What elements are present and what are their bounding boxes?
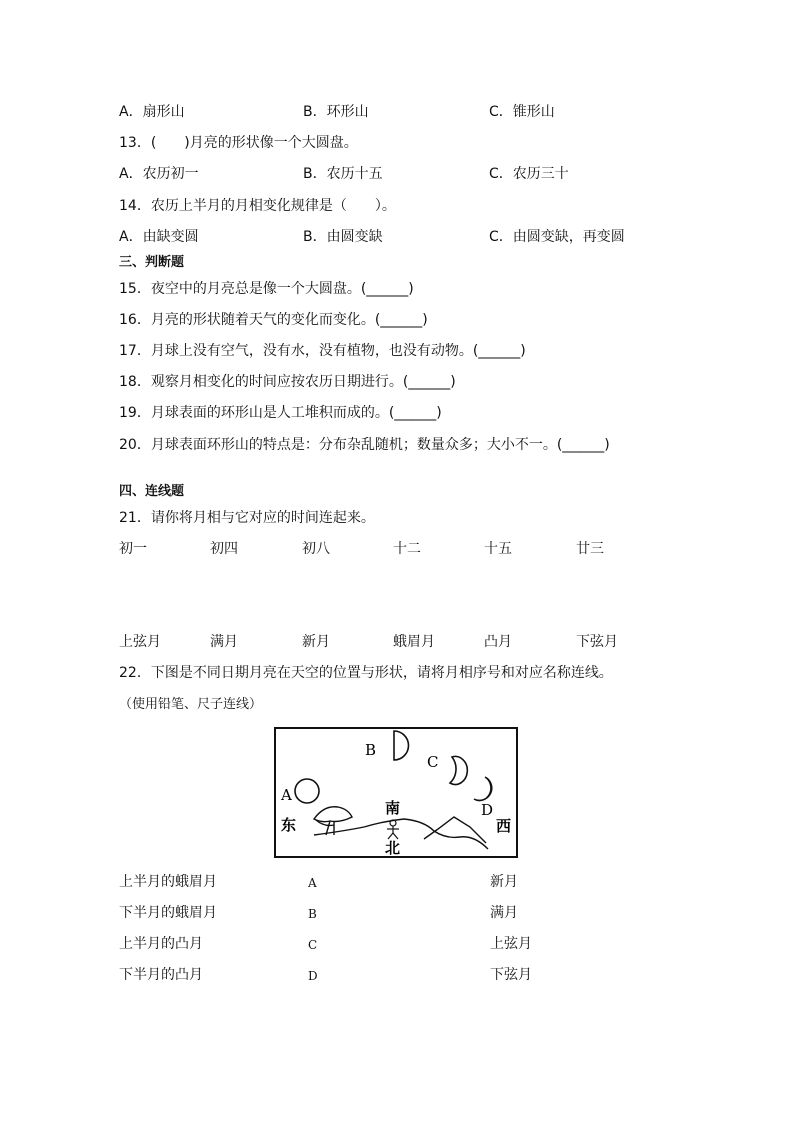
q22-right-2: 满月 (490, 905, 518, 921)
q22-right-1: 新月 (490, 874, 518, 890)
q22-right-4: 下弦月 (490, 967, 532, 983)
q16-text: 16．月亮的形状随着天气的变化而变化。(______) (119, 312, 428, 328)
q21-phase-5: 凸月 (484, 634, 512, 650)
figure-label-d: D (481, 801, 494, 819)
q21-date-4: 十二 (393, 541, 421, 557)
q21-date-2: 初四 (210, 541, 238, 557)
section4-title: 四、连线题 (119, 484, 185, 499)
q21-text: 21．请你将月相与它对应的时间连起来。 (119, 510, 375, 526)
moon-position-figure (274, 727, 518, 858)
q13-option-c: C．农历三十 (489, 166, 569, 182)
q21-phase-6: 下弦月 (576, 634, 618, 650)
q18-text: 18．观察月相变化的时间应按农历日期进行。(______) (119, 374, 456, 390)
q22-left-4: 下半月的凸月 (119, 967, 203, 983)
q13-option-a: A．农历初一 (119, 166, 199, 182)
q21-phase-4: 蛾眉月 (393, 634, 435, 650)
q21-phase-1: 上弦月 (119, 634, 161, 650)
q12-option-c: C．锥形山 (489, 104, 555, 120)
q14-option-a: A．由缺变圆 (119, 229, 199, 245)
q17-text: 17．月球上没有空气，没有水，没有植物，也没有动物。(______) (119, 343, 526, 359)
q22-mid-4: D (308, 969, 318, 983)
q22-text: 22．下图是不同日期月亮在天空的位置与形状，请将月相序号和对应名称连线。 (119, 665, 613, 681)
q22-left-2: 下半月的蛾眉月 (119, 905, 217, 921)
q19-text: 19．月球表面的环形山是人工堆积而成的。(______) (119, 405, 442, 421)
full-moon-icon (295, 779, 319, 803)
q20-text: 20．月球表面环形山的特点是：分布杂乱随机；数量众多；大小不一。(______) (119, 437, 610, 453)
q22-mid-2: B (308, 907, 317, 921)
q14-option-b: B．由圆变缺 (303, 229, 383, 245)
q15-text: 15．夜空中的月亮总是像一个大圆盘。(______) (119, 281, 414, 297)
direction-east: 东 (281, 816, 297, 834)
q14-text: 14．农历上半月的月相变化规律是（ ）。 (119, 198, 396, 214)
section3-title: 三、判断题 (119, 255, 185, 270)
q21-date-5: 十五 (484, 541, 512, 557)
q14-option-c: C．由圆变缺，再变圆 (489, 229, 625, 245)
q21-phase-3: 新月 (302, 634, 330, 650)
q12-option-a: A．扇形山 (119, 104, 185, 120)
direction-north: 北 (385, 839, 401, 857)
q22-left-1: 上半月的蛾眉月 (119, 874, 217, 890)
figure-label-b: B (365, 741, 377, 759)
q21-phase-2: 满月 (210, 634, 238, 650)
q22-note: （使用铅笔、尺子连线） (119, 697, 263, 712)
q21-date-3: 初八 (302, 541, 330, 557)
q22-left-3: 上半月的凸月 (119, 936, 203, 952)
figure-label-c: C (427, 753, 439, 771)
direction-south: 南 (385, 799, 401, 817)
figure-label-a: A (281, 786, 292, 804)
q21-date-1: 初一 (119, 541, 147, 557)
direction-west: 西 (496, 817, 512, 835)
q12-option-b: B．环形山 (303, 104, 369, 120)
q13-text: 13．( )月亮的形状像一个大圆盘。 (119, 135, 358, 151)
q13-option-b: B．农历十五 (303, 166, 383, 182)
q22-mid-3: C (308, 938, 318, 952)
q22-mid-1: A (308, 876, 317, 890)
q22-right-3: 上弦月 (490, 936, 532, 952)
q21-date-6: 廿三 (576, 541, 604, 557)
